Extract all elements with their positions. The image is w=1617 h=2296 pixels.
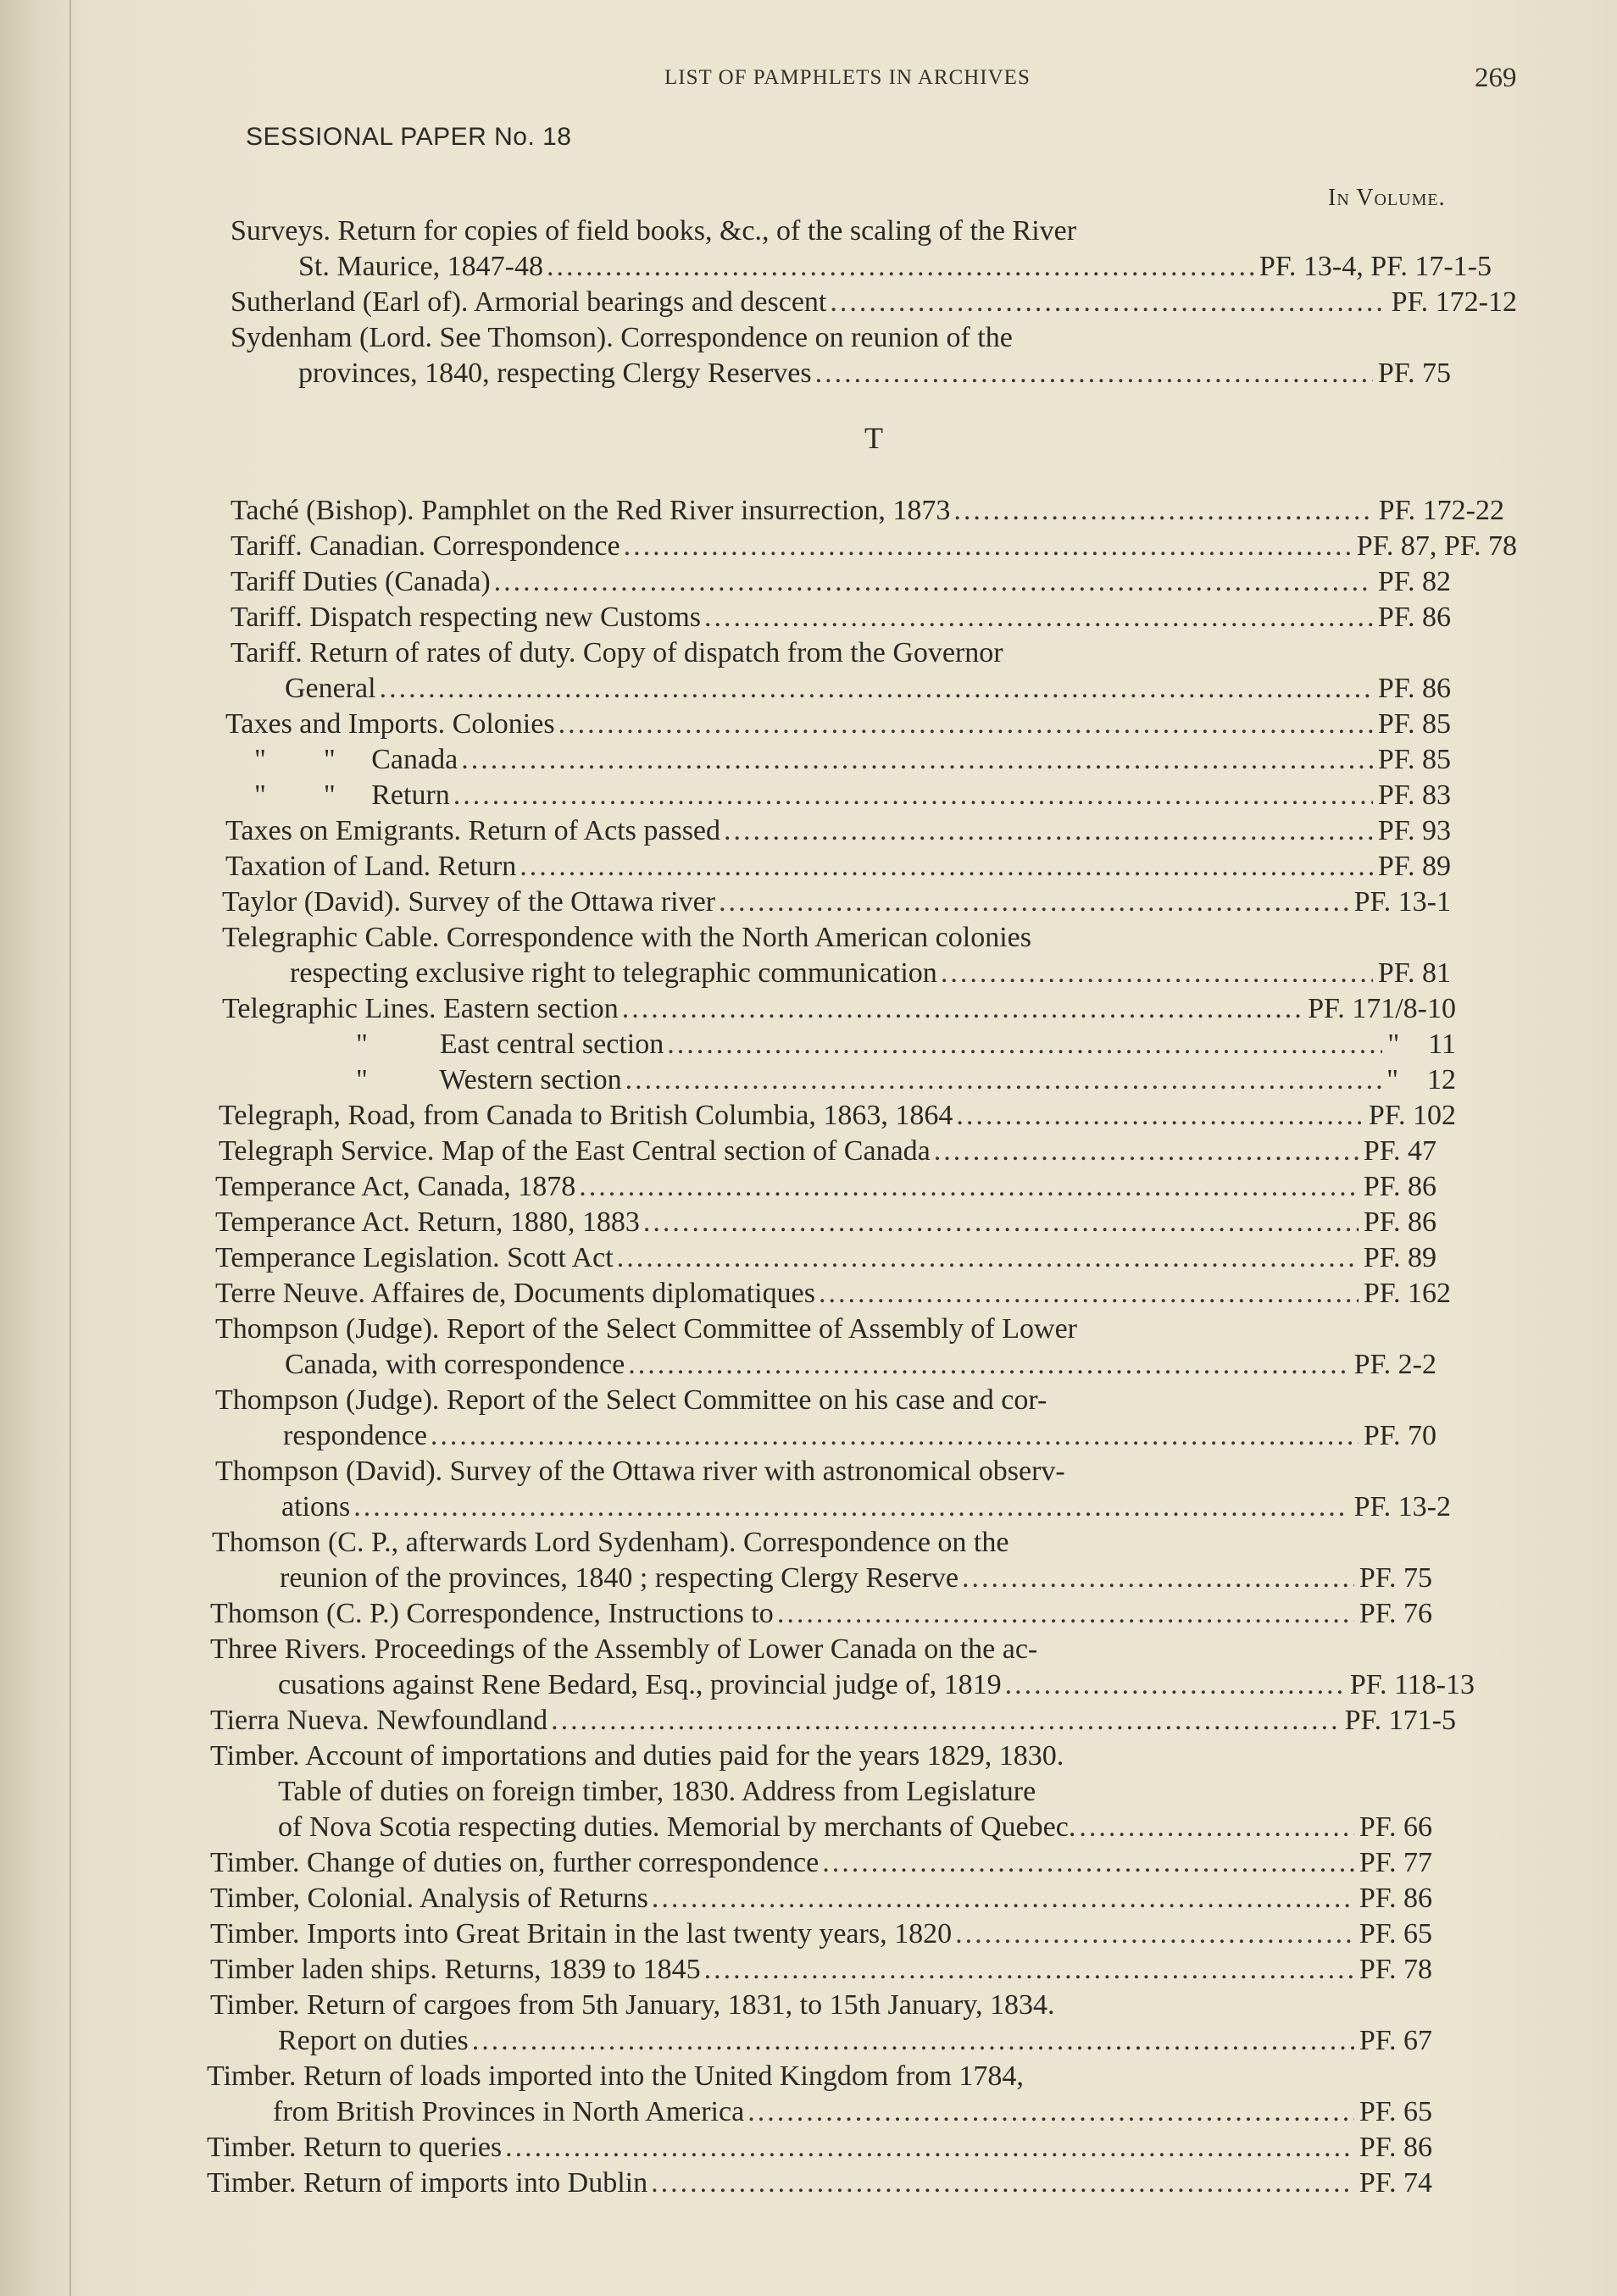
index-entry-line (222, 920, 1031, 956)
index-entry-line (298, 249, 1492, 285)
index-entry-line (281, 1489, 1451, 1525)
index-entry-line (219, 1134, 1436, 1169)
entry-text: Temperance Legislation. Scott Act (215, 1242, 614, 1273)
index-entry-line (210, 1952, 1432, 1988)
volume-reference: PF. 89 (1377, 851, 1451, 882)
index-entry-line (210, 1881, 1432, 1916)
volume-reference: PF. 13-4, PF. 17-1-5 (1259, 251, 1492, 282)
volume-reference: PF. 172-12 (1391, 286, 1517, 318)
volume-reference: PF. 86 (1359, 2132, 1432, 2163)
index-entry-line (356, 1062, 1456, 1098)
leader-dots (719, 885, 1349, 920)
leader-dots (520, 849, 1373, 885)
leader-dots (547, 249, 1254, 285)
index-entry-line (283, 1418, 1436, 1454)
entry-text: Taché (Bishop). Pamphlet on the Red River insurrection, 1873 (231, 495, 951, 526)
leader-dots (815, 356, 1373, 391)
entry-text: Thompson (David). Survey of the Ottawa river with astronomical observ- (215, 1456, 1065, 1487)
volume-reference: PF. 75 (1377, 358, 1451, 389)
entry-text: Surveys. Return for copies of field books, &c., of the scaling of the River (231, 215, 1077, 247)
volume-reference: PF. 86 (1363, 1206, 1436, 1238)
index-entry-line (210, 1596, 1432, 1632)
entry-text: Thompson (Judge). Report of the Select Committee of Assembly of Lower (215, 1313, 1077, 1345)
index-entry-line (215, 1240, 1436, 1276)
index-entry-line (210, 1988, 1055, 2023)
leader-dots (651, 2166, 1354, 2201)
leader-dots (628, 1347, 1348, 1383)
index-entry-line (215, 1169, 1436, 1205)
leader-dots (353, 1489, 1348, 1525)
index-entry-line (231, 493, 1504, 529)
index-entry-line (231, 285, 1517, 320)
index-entry-line (207, 2059, 1024, 2094)
entry-text: ations (281, 1491, 351, 1522)
index-entry-line (215, 1312, 1077, 1347)
leader-dots (453, 778, 1373, 813)
leader-dots (934, 1134, 1359, 1169)
volume-reference: PF. 13-2 (1353, 1491, 1451, 1522)
leader-dots (955, 1916, 1354, 1952)
index-entry-line (356, 1027, 1456, 1062)
index-entry-line (215, 1205, 1436, 1240)
entry-text: Taxes and Imports. Colonies (225, 708, 555, 740)
index-entry-line (215, 1276, 1451, 1312)
index-entry-line (278, 1810, 1432, 1845)
index-entry-line (254, 778, 1451, 813)
volume-reference: PF. 67 (1359, 2025, 1432, 2056)
entry-text: Temperance Act, Canada, 1878 (215, 1171, 576, 1202)
entry-text: Telegraph Service. Map of the East Central section of Canada (219, 1135, 931, 1167)
volume-reference: PF. 172-22 (1378, 495, 1504, 526)
entry-text: Thompson (Judge). Report of the Select Committee on his case and cor- (215, 1384, 1047, 1416)
leader-dots (953, 493, 1373, 529)
entry-text: Timber. Imports into Great Britain in the last twenty years, 1820 (210, 1918, 953, 1949)
sessional-paper-label: SESSIONAL PAPER No. 18 (246, 123, 572, 151)
volume-reference: PF. 118-13 (1349, 1669, 1475, 1700)
volume-reference: PF. 162 (1363, 1278, 1451, 1309)
volume-reference: PF. 171-5 (1344, 1705, 1456, 1736)
running-head: LIST OF PAMPHLETS IN ARCHIVES (664, 66, 1031, 89)
entry-text: provinces, 1840, respecting Clergy Reserves (298, 358, 812, 389)
leader-dots (558, 707, 1373, 742)
volume-reference: PF. 75 (1359, 1562, 1432, 1594)
leader-dots (643, 1205, 1359, 1240)
entry-text: Timber laden ships. Returns, 1839 to 1845 (210, 1954, 701, 1985)
index-entry-line (225, 707, 1451, 742)
leader-dots (724, 813, 1373, 849)
index-entry-line (231, 564, 1451, 600)
entry-text: Telegraphic Cable. Correspondence with the North American colonies (222, 922, 1031, 953)
volume-reference: PF. 2-2 (1353, 1349, 1436, 1380)
entry-text: Sutherland (Earl of). Armorial bearings and descent (231, 286, 827, 318)
index-entry-line (222, 885, 1451, 920)
entry-text: Timber. Return of cargoes from 5th January, 1831, to 15th January, 1834. (210, 1989, 1055, 2021)
index-entry-line (210, 1632, 1037, 1667)
leader-dots (704, 600, 1373, 635)
binding-gutter (69, 0, 71, 2296)
volume-reference: PF. 85 (1377, 708, 1451, 740)
index-entry-line (207, 2130, 1432, 2166)
index-entry-line (231, 320, 1013, 356)
entry-text: Thomson (C. P., afterwards Lord Sydenham). Correspondence on the (212, 1527, 1009, 1558)
index-entry-line (212, 1525, 1009, 1561)
entry-text: Tariff Duties (Canada) (231, 566, 491, 597)
entry-text: Terre Neuve. Affaires de, Documents diplomatiques (215, 1278, 815, 1309)
entry-text: Table of duties on foreign timber, 1830. Address from Legislature (278, 1776, 1036, 1807)
index-entry-line (231, 635, 1003, 671)
index-entry-line (231, 214, 1076, 249)
entry-text: Timber. Return of imports into Dublin (207, 2167, 648, 2199)
leader-dots (1079, 1810, 1354, 1845)
index-entry-line (278, 1667, 1475, 1703)
volume-reference: PF. 47 (1363, 1135, 1436, 1167)
entry-text: Sydenham (Lord. See Thomson). Correspondence on reunion of the (231, 322, 1013, 353)
leader-dots (830, 285, 1386, 320)
entry-text: Taxation of Land. Return (225, 851, 517, 882)
volume-reference: PF. 65 (1359, 2096, 1432, 2127)
index-entry-line (210, 1703, 1456, 1739)
index-entry-line (210, 1916, 1432, 1952)
volume-reference: PF. 86 (1359, 1883, 1432, 1914)
entry-text: General (285, 673, 376, 704)
index-entry-line (231, 529, 1517, 564)
index-entry-line (278, 1774, 1036, 1810)
index-entry-line (280, 1561, 1432, 1596)
volume-reference: PF. 83 (1377, 779, 1451, 811)
entry-text: Timber. Return of loads imported into the United Kingdom from 1784, (207, 2060, 1024, 2092)
leader-dots (747, 2094, 1354, 2130)
entry-text: cusations against Rene Bedard, Esq., provincial judge of, 1819 (278, 1669, 1002, 1700)
entry-text: Timber, Colonial. Analysis of Returns (210, 1883, 648, 1914)
volume-reference: PF. 82 (1377, 566, 1451, 597)
index-entry-line (225, 849, 1451, 885)
leader-dots (380, 671, 1373, 707)
leader-dots (1005, 1667, 1345, 1703)
volume-reference: " 11 (1387, 1029, 1456, 1060)
entry-text: " Western section (356, 1064, 622, 1095)
entry-text: respondence (283, 1420, 427, 1451)
volume-reference: PF. 89 (1363, 1242, 1436, 1273)
entry-text: Tariff. Return of rates of duty. Copy of dispatch from the Governor (231, 637, 1003, 668)
volume-reference: PF. 77 (1359, 1847, 1432, 1878)
volume-reference: PF. 70 (1363, 1420, 1436, 1451)
volume-reference: PF. 102 (1368, 1100, 1456, 1131)
index-entry-line (219, 1098, 1456, 1134)
index-entry-line (278, 2023, 1432, 2059)
index-entry-line (225, 813, 1451, 849)
leader-dots (777, 1596, 1354, 1632)
leader-dots (624, 529, 1352, 564)
index-entry-line (222, 991, 1456, 1027)
leader-dots (505, 2130, 1354, 2166)
entry-text: Taylor (David). Survey of the Ottawa river (222, 886, 716, 918)
volume-reference: PF. 86 (1377, 673, 1451, 704)
leader-dots (652, 1881, 1354, 1916)
leader-dots (472, 2023, 1354, 2059)
page-number: 269 (1475, 63, 1517, 93)
index-entry-line (298, 356, 1451, 391)
volume-reference: PF. 65 (1359, 1918, 1432, 1949)
entry-text: Tierra Nueva. Newfoundland (210, 1705, 548, 1736)
entry-text: Three Rivers. Proceedings of the Assembly of Lower Canada on the ac- (210, 1633, 1038, 1665)
entry-text: St. Maurice, 1847-48 (298, 251, 543, 282)
leader-dots (461, 742, 1373, 778)
leader-dots (617, 1240, 1359, 1276)
entry-text: Tariff. Dispatch respecting new Customs (231, 602, 702, 633)
leader-dots (819, 1276, 1359, 1312)
entry-text: reunion of the provinces, 1840 ; respecting Clergy Reserve (280, 1562, 959, 1594)
entry-text: " " Return (254, 779, 450, 811)
leader-dots (579, 1169, 1359, 1205)
volume-reference: PF. 81 (1377, 957, 1451, 989)
entry-text: " East central section (356, 1029, 664, 1060)
index-entry-line (231, 600, 1451, 635)
leader-dots (622, 991, 1303, 1027)
entry-text: " " Canada (254, 744, 458, 775)
index-entry-line (254, 742, 1451, 778)
index-entry-line (285, 1347, 1436, 1383)
entry-text: Temperance Act. Return, 1880, 1883 (215, 1206, 640, 1238)
leader-dots (956, 1098, 1364, 1134)
volume-reference: PF. 86 (1377, 602, 1451, 633)
volume-reference: PF. 93 (1377, 815, 1451, 846)
leader-dots (551, 1703, 1339, 1739)
leader-dots (431, 1418, 1359, 1454)
index-entry-line (215, 1383, 1047, 1418)
column-heading: In Volume. (1328, 185, 1446, 211)
index-entry-line (215, 1454, 1065, 1489)
volume-reference: PF. 78 (1359, 1954, 1432, 1985)
entry-text: Timber. Change of duties on, further correspondence (210, 1847, 820, 1878)
index-entry-line (285, 671, 1451, 707)
volume-reference: PF. 86 (1363, 1171, 1436, 1202)
index-entry-line (207, 2166, 1432, 2201)
entry-text: respecting exclusive right to telegraphic communication (290, 957, 937, 989)
index-entry-line (210, 1845, 1432, 1881)
index-entry-line (210, 1739, 1064, 1774)
leader-dots (704, 1952, 1354, 1988)
volume-reference: PF. 13-1 (1353, 886, 1451, 918)
leader-dots (941, 956, 1373, 991)
entry-text: Tariff. Canadian. Correspondence (231, 530, 620, 562)
section-letter: T (864, 421, 883, 455)
index-entry-line (273, 2094, 1432, 2130)
entry-text: Report on duties (278, 2025, 469, 2056)
index-entry-line (290, 956, 1451, 991)
entry-text: Telegraphic Lines. Eastern section (222, 993, 619, 1024)
entry-text: of Nova Scotia respecting duties. Memorial by merchants of Quebec. (278, 1811, 1076, 1843)
volume-reference: PF. 87, PF. 78 (1356, 530, 1517, 562)
volume-reference: " 12 (1386, 1064, 1456, 1095)
volume-reference: PF. 85 (1377, 744, 1451, 775)
entry-text: Taxes on Emigrants. Return of Acts passed (225, 815, 721, 846)
leader-dots (962, 1561, 1354, 1596)
leader-dots (494, 564, 1373, 600)
volume-reference: PF. 74 (1359, 2167, 1432, 2199)
entry-text: Timber. Account of importations and duties paid for the years 1829, 1830. (210, 1740, 1064, 1772)
entry-text: Timber. Return to queries (207, 2132, 503, 2163)
entry-text: Thomson (C. P.) Correspondence, Instructions to (210, 1598, 774, 1629)
leader-dots (667, 1027, 1382, 1062)
volume-reference: PF. 171/8-10 (1308, 993, 1456, 1024)
entry-text: Canada, with correspondence (285, 1349, 625, 1380)
leader-dots (625, 1062, 1381, 1098)
volume-reference: PF. 66 (1359, 1811, 1432, 1843)
entry-text: Telegraph, Road, from Canada to British Columbia, 1863, 1864 (219, 1100, 953, 1131)
leader-dots (822, 1845, 1354, 1881)
volume-reference: PF. 76 (1359, 1598, 1432, 1629)
entry-text: from British Provinces in North America (273, 2096, 745, 2127)
